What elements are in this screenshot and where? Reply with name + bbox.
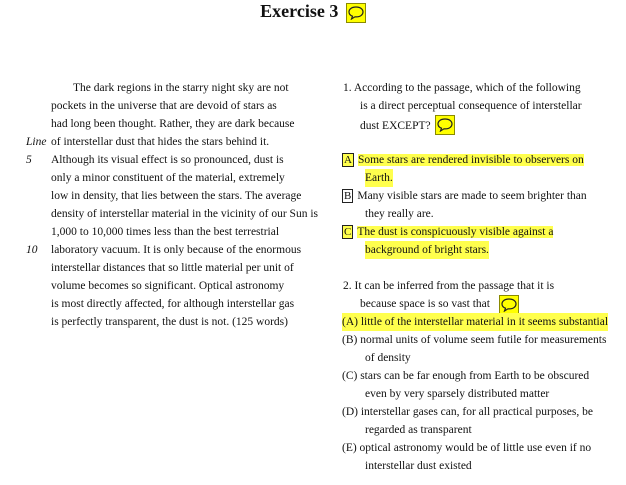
passage-line-text: density of interstellar material in the vicinity of our Sun is xyxy=(51,208,318,220)
passage-line-text: pockets in the universe that are devoid of stars as xyxy=(51,100,277,112)
q1-option-b-cont xyxy=(341,205,626,223)
q2-stem-text-wrap xyxy=(360,295,519,315)
option-text: Many visible stars are made to seem brighter than xyxy=(357,190,587,202)
q1-option-c[interactable] xyxy=(341,223,626,241)
q2-option-e[interactable] xyxy=(341,439,626,457)
passage-line-text: interstellar distances that so little material per unit of xyxy=(51,262,294,274)
passage-line-text: laboratory vacuum. It is only because of the enormous xyxy=(51,244,302,256)
passage-line xyxy=(0,205,330,223)
option-letter: C xyxy=(344,226,352,238)
q1-stem-text-wrap xyxy=(360,115,455,135)
passage-line-text: low in density, that lies between the stars. The average xyxy=(51,190,302,202)
q2-option-a[interactable] xyxy=(341,313,626,331)
line-number: 10 xyxy=(26,244,38,256)
q2-option-d[interactable] xyxy=(341,403,626,421)
option-text: regarded as transparent xyxy=(365,424,472,436)
q1-stem-text: is a direct perceptual consequence of interstellar xyxy=(360,100,582,112)
q2-option-b[interactable] xyxy=(341,331,626,349)
q2-stem-line xyxy=(341,295,626,313)
comment-icon[interactable] xyxy=(499,295,519,315)
option-letter: A xyxy=(344,154,352,166)
passage-line xyxy=(0,241,330,259)
q2-option-b-cont xyxy=(341,349,626,367)
passage-line xyxy=(0,223,330,241)
q1-stem-line xyxy=(341,97,626,115)
option-text: The dust is conspicuously visible against a xyxy=(357,226,554,238)
q1-option-b[interactable] xyxy=(341,187,626,205)
q2-option-c-cont xyxy=(341,385,626,403)
passage-line-text: of interstellar dust that hides the stars behind it. xyxy=(51,136,270,148)
passage-line xyxy=(0,133,330,151)
line-number: Line xyxy=(26,136,47,148)
option-row xyxy=(342,187,587,205)
spacer xyxy=(341,133,626,151)
passage-line-text: The dark regions in the starry night sky are not xyxy=(73,82,289,94)
q1-stem-line xyxy=(341,79,626,97)
q2-stem-text: because space is so vast that xyxy=(360,298,490,310)
passage-line xyxy=(0,115,330,133)
option-text: (C) stars can be far enough from Earth to be obscured xyxy=(342,370,590,382)
passage-line xyxy=(0,277,330,295)
option-text: background of bright stars. xyxy=(365,241,489,259)
q2-option-c[interactable] xyxy=(341,367,626,385)
passage-line xyxy=(0,313,330,331)
passage-line-text: Although its visual effect is so pronounced, dust is xyxy=(51,154,284,166)
q2-stem-line xyxy=(341,277,626,295)
exercise-title-text: Exercise 3 xyxy=(260,1,339,21)
option-text: (B) normal units of volume seem futile for measurements xyxy=(342,334,607,346)
passage-line-text: 1,000 to 10,000 times less than the best terrestrial xyxy=(51,226,280,238)
spacer xyxy=(341,259,626,277)
option-text: of density xyxy=(365,352,411,364)
option-text: (E) optical astronomy would be of little use even if no xyxy=(342,442,592,454)
passage-line xyxy=(0,79,330,97)
option-row xyxy=(342,223,553,241)
option-text: they really are. xyxy=(365,208,434,220)
comment-icon[interactable] xyxy=(346,3,366,23)
option-text: interstellar dust existed xyxy=(365,460,472,472)
passage-line xyxy=(0,151,330,169)
q1-option-a-cont xyxy=(341,169,626,187)
option-text: even by very sparsely distributed matter xyxy=(365,388,550,400)
q1-stem-text: dust EXCEPT? xyxy=(360,120,431,132)
q1-option-a[interactable] xyxy=(341,151,626,169)
reading-passage xyxy=(0,79,330,331)
passage-line-text: only a minor constituent of the material, extremely xyxy=(51,172,285,184)
exercise-title xyxy=(0,1,626,23)
option-text: Some stars are rendered invisible to observers on xyxy=(357,154,584,166)
passage-line xyxy=(0,169,330,187)
q1-option-c-cont xyxy=(341,241,626,259)
q1-stem-text: 1. According to the passage, which of the following xyxy=(343,82,581,94)
option-text: (A) little of the interstellar material in it seems substantial xyxy=(342,313,608,331)
option-letter: B xyxy=(344,190,352,202)
option-text: (D) interstellar gases can, for all practical purposes, be xyxy=(342,406,593,418)
comment-icon[interactable] xyxy=(435,115,455,135)
passage-line-text: had long been thought. Rather, they are dark because xyxy=(51,118,295,130)
q2-option-e-cont xyxy=(341,457,626,475)
passage-line-text: volume becomes so significant. Optical astronomy xyxy=(51,280,285,292)
option-row xyxy=(342,151,584,169)
q2-stem-text: 2. It can be inferred from the passage that it is xyxy=(343,280,555,292)
passage-line xyxy=(0,295,330,313)
passage-line xyxy=(0,259,330,277)
option-text: Earth. xyxy=(365,169,393,187)
questions-column xyxy=(341,79,626,475)
q1-stem-line xyxy=(341,115,626,133)
passage-line xyxy=(0,97,330,115)
passage-line-text: is perfectly transparent, the dust is not. (125 words) xyxy=(51,316,288,328)
passage-line-text: is most directly affected, for although interstellar gas xyxy=(51,298,295,310)
q2-option-d-cont xyxy=(341,421,626,439)
line-number: 5 xyxy=(26,154,32,166)
passage-line xyxy=(0,187,330,205)
